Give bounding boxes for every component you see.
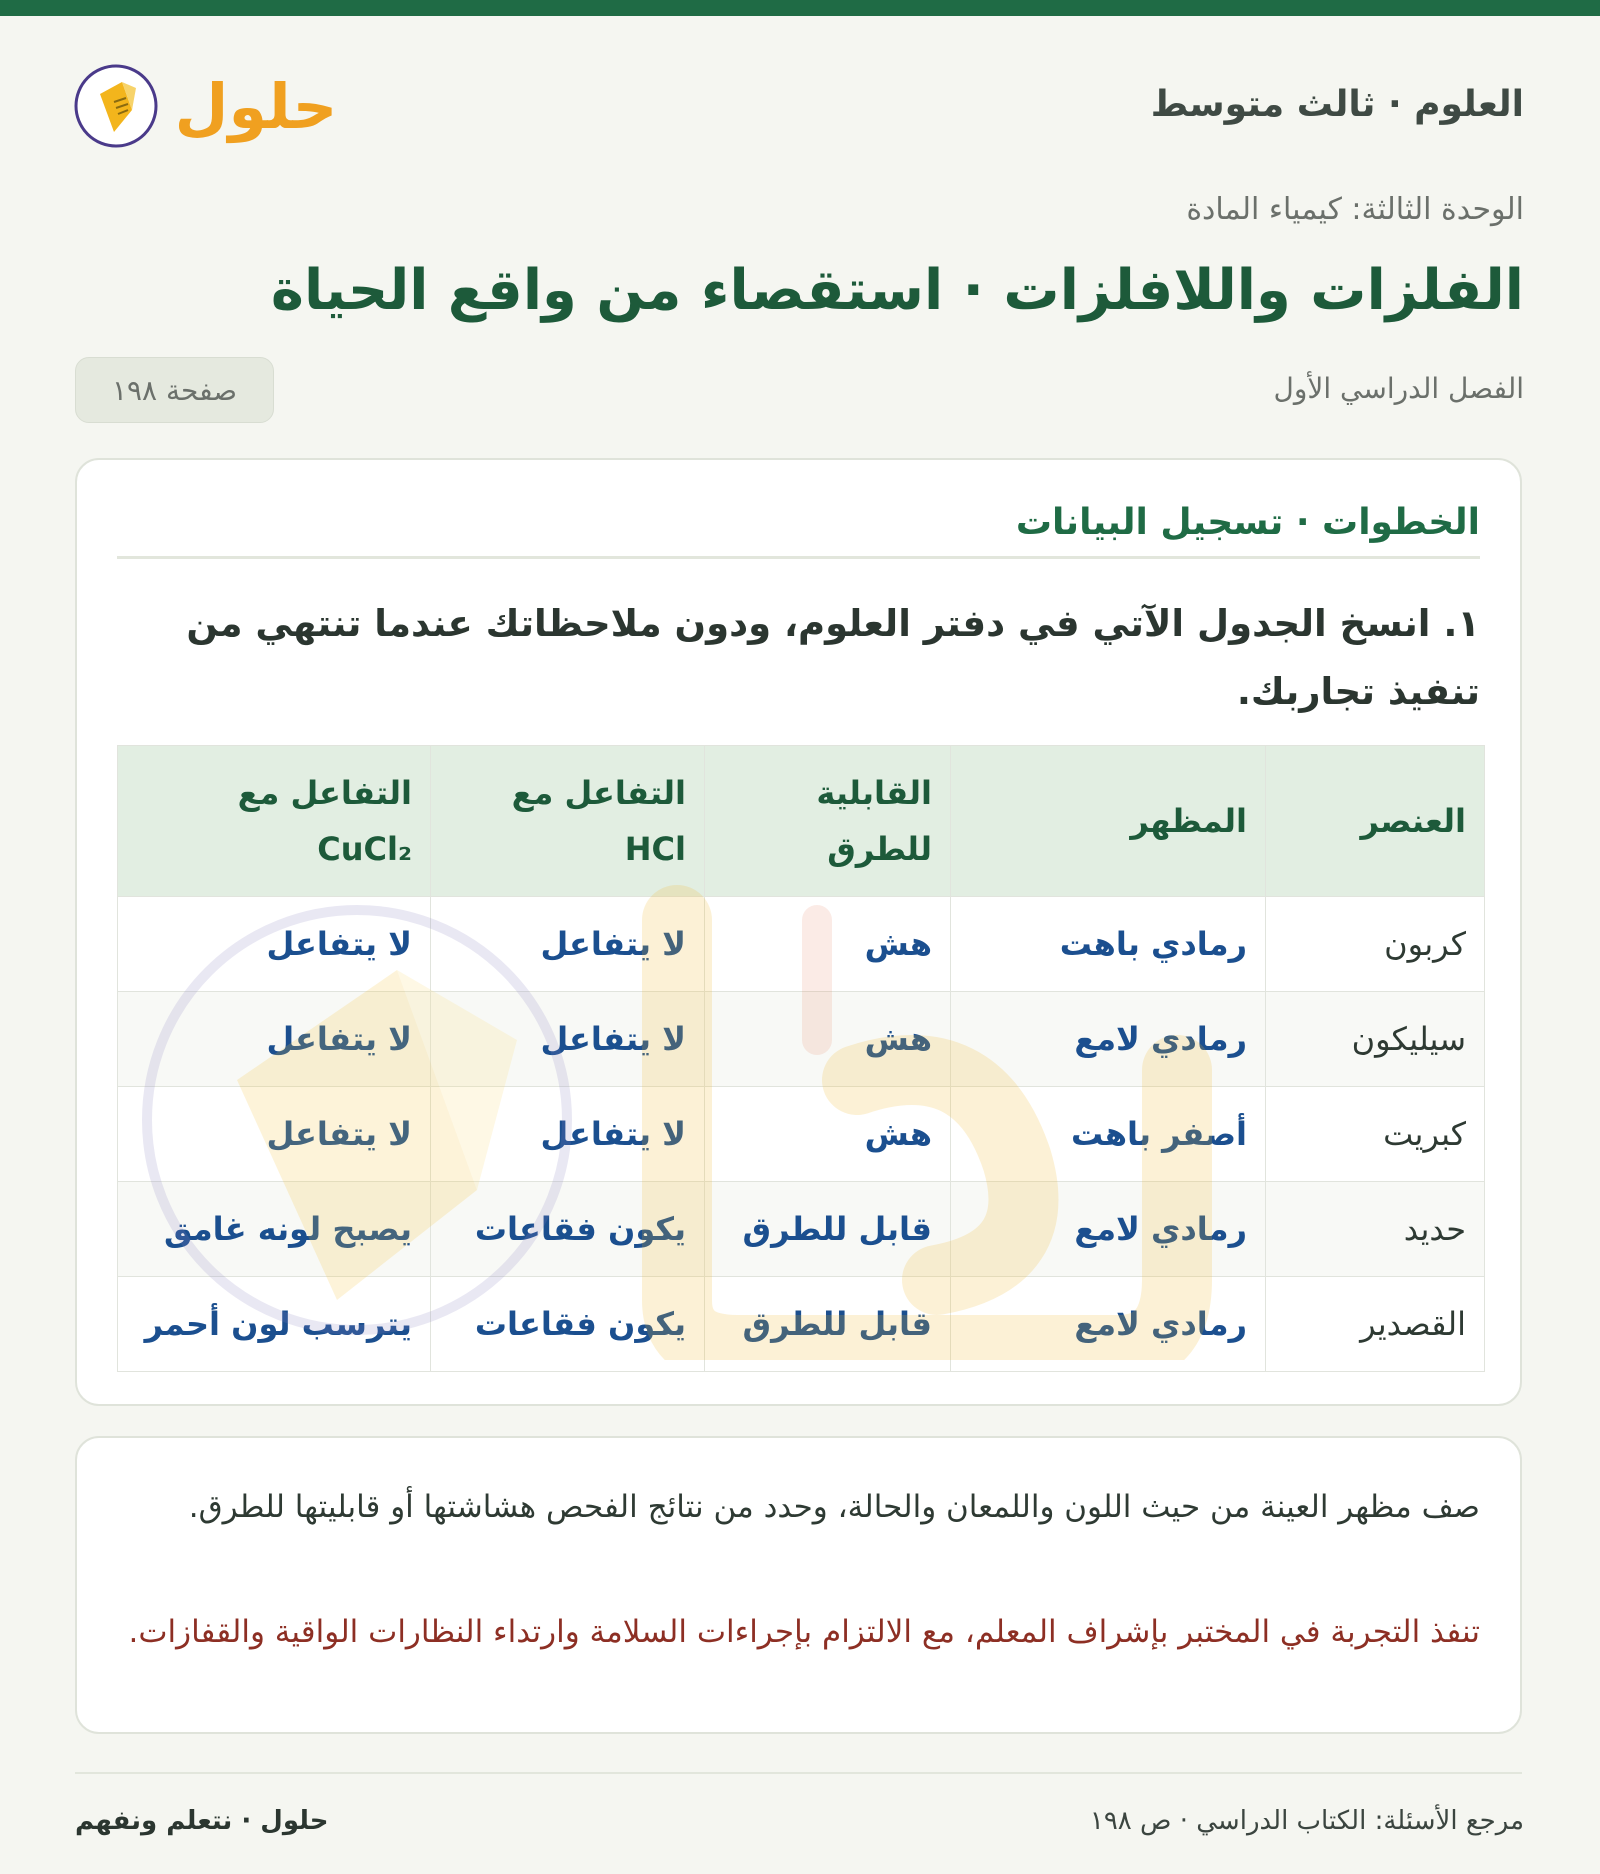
cell-malleability: قابل للطرق	[705, 1277, 951, 1372]
table-row	[118, 992, 1485, 1087]
instructions-card	[75, 1436, 1522, 1734]
semester-label: الفصل الدراسي الأول	[1273, 372, 1524, 405]
cell-hcl-reaction: يكون فقاعات	[431, 1277, 705, 1372]
column-header-cucl2-reaction: التفاعل مع CuCl₂	[118, 746, 431, 897]
cell-cucl2-reaction: يترسب لون أحمر	[118, 1277, 431, 1372]
cell-hcl-reaction: لا يتفاعل	[431, 897, 705, 992]
cell-cucl2-reaction: لا يتفاعل	[118, 897, 431, 992]
steps-card	[75, 458, 1522, 1406]
table-row	[118, 897, 1485, 992]
cell-element: كربون	[1266, 897, 1485, 992]
cell-cucl2-reaction: يصبح لونه غامق	[118, 1182, 431, 1277]
cell-appearance: رمادي باهت	[951, 897, 1266, 992]
cell-malleability: قابل للطرق	[705, 1182, 951, 1277]
table-row	[118, 1182, 1485, 1277]
cell-appearance: أصفر باهت	[951, 1087, 1266, 1182]
subject-grade-label: العلوم · ثالث متوسط	[1150, 84, 1524, 125]
logo-text: حلول	[174, 70, 338, 143]
cell-cucl2-reaction: لا يتفاعل	[118, 1087, 431, 1182]
table-header-row	[118, 746, 1485, 897]
page-number-badge: صفحة ١٩٨	[75, 357, 274, 423]
steps-card-title: الخطوات · تسجيل البيانات	[1015, 502, 1480, 543]
cell-appearance: رمادي لامع	[951, 1277, 1266, 1372]
footer-brand: حلول · نتعلم ونفهم	[75, 1806, 329, 1836]
page-title: الفلزات واللافلزات · استقصاء من واقع الحياة	[270, 258, 1524, 323]
footer-reference: مرجع الأسئلة: الكتاب الدراسي · ص ١٩٨	[1089, 1806, 1524, 1836]
cell-element: كبريت	[1266, 1087, 1485, 1182]
column-header-element: العنصر	[1266, 746, 1485, 897]
cell-element: سيليكون	[1266, 992, 1485, 1087]
column-header-malleability: القابلية للطرق	[705, 746, 951, 897]
cell-cucl2-reaction: لا يتفاعل	[118, 992, 431, 1087]
top-accent-bar	[0, 0, 1600, 16]
footer-divider	[75, 1772, 1522, 1774]
safety-warning-text: تنفذ التجربة في المختبر بإشراف المعلم، مع الالتزام بإجراءات السلامة وارتداء النظارات الواقية والقفازات.	[128, 1614, 1480, 1650]
card-divider	[117, 556, 1480, 559]
cell-malleability: هش	[705, 897, 951, 992]
unit-label: الوحدة الثالثة: كيمياء المادة	[1186, 192, 1524, 227]
cell-hcl-reaction: لا يتفاعل	[431, 992, 705, 1087]
cell-malleability: هش	[705, 1087, 951, 1182]
hulul-logo[interactable]	[70, 52, 340, 160]
cell-hcl-reaction: لا يتفاعل	[431, 1087, 705, 1182]
cell-element: القصدير	[1266, 1277, 1485, 1372]
table-row	[118, 1087, 1485, 1182]
column-header-hcl-reaction: التفاعل مع HCl	[431, 746, 705, 897]
table-row	[118, 1277, 1485, 1372]
cell-element: حديد	[1266, 1182, 1485, 1277]
column-header-appearance: المظهر	[951, 746, 1266, 897]
question-text: ١. انسخ الجدول الآتي في دفتر العلوم، ودون ملاحظاتك عندما تنتهي من تنفيذ تجاربك.	[186, 602, 1480, 713]
observations-table	[117, 745, 1485, 1372]
cell-malleability: هش	[705, 992, 951, 1087]
instruction-text: صف مظهر العينة من حيث اللون واللمعان والحالة، وحدد من نتائج الفحص هشاشتها أو قابليتها للطرق.	[188, 1489, 1480, 1525]
cell-appearance: رمادي لامع	[951, 992, 1266, 1087]
cell-appearance: رمادي لامع	[951, 1182, 1266, 1277]
cell-hcl-reaction: يكون فقاعات	[431, 1182, 705, 1277]
